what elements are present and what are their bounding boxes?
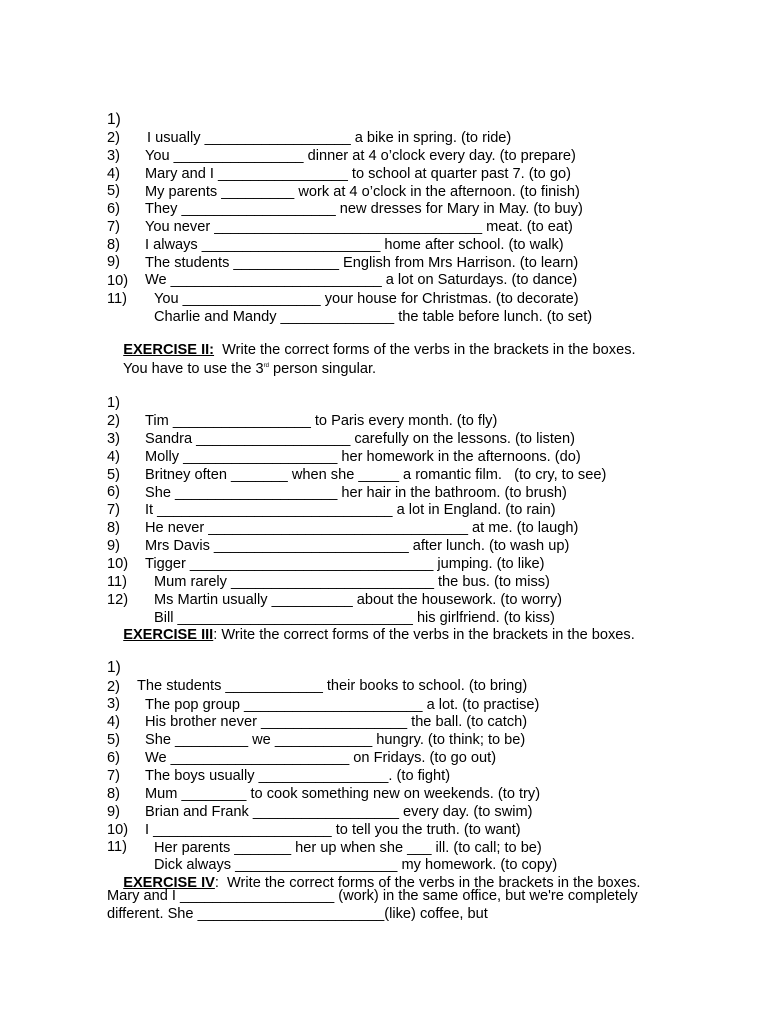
item-text: His brother never __________________ the ball. (to catch) [145, 714, 528, 730]
item-number: 8) [107, 520, 120, 536]
item-text: You _________________ your house for Christmas. (to decorate) [154, 291, 579, 307]
item-text: You ________________ dinner at 4 o’clock every day. (to prepare) [145, 148, 576, 164]
item-number: 10) [107, 822, 129, 838]
item-text: Mum rarely _________________________ the bus. (to miss) [154, 574, 550, 590]
item-number: 8) [107, 237, 120, 253]
item-text: The students ____________ their books to school. (to bring) [137, 678, 528, 694]
exercise-label: EXERCISE III [123, 627, 214, 643]
item-number: 3) [107, 696, 120, 712]
ordinal-suffix: rd [263, 363, 269, 370]
item-text: Charlie and Mandy ______________ the table before lunch. (to set) [154, 309, 593, 325]
item-text: We ______________________ on Fridays. (to go out) [145, 750, 497, 766]
exercise-2-note [107, 342, 707, 396]
exercise-3-heading [107, 608, 707, 662]
list-item [0, 641, 528, 694]
item-number: 4) [107, 714, 120, 730]
item-number: 10) [107, 556, 129, 572]
item-number: 8) [107, 786, 120, 802]
item-text: I always ______________________ home after school. (to walk) [145, 237, 564, 253]
item-text: The students _____________ English from Mrs Harrison. (to learn) [145, 255, 579, 271]
item-text: She ____________________ her hair in the bathroom. (to brush) [145, 485, 567, 501]
item-text: Mum ________ to cook something new on weekends. (to try) [145, 786, 541, 802]
item-number: 4) [107, 166, 120, 182]
exercise-label: EXERCISE II: [123, 342, 215, 358]
item-text: Britney often _______ when she _____ a romantic film. (to cry, to see) [145, 467, 607, 483]
item-number: 10) [107, 273, 129, 289]
item-text: Bill _____________________________ his girlfriend. (to kiss) [154, 610, 555, 626]
item-text: Brian and Frank __________________ every day. (to swim) [145, 804, 533, 820]
item-number: 11) [107, 839, 128, 855]
exercise-4-text-line: Mary and I ___________________ (work) in the same office, but we're completely [107, 888, 638, 904]
item-text: He never ________________________________ at me. (to laugh) [145, 520, 579, 536]
item-number: 6) [107, 201, 120, 217]
list-item [0, 376, 498, 429]
item-text: They ___________________ new dresses for Mary in May. (to buy) [145, 201, 583, 217]
exercise-instruction: Write the correct forms of the verbs in the brackets in the boxes. [214, 342, 636, 358]
item-number: 9) [107, 804, 120, 820]
item-text: It _____________________________ a lot in England. (to rain) [145, 502, 556, 518]
item-text: Tigger ______________________________ jumping. (to like) [145, 556, 545, 572]
item-text: I usually __________________ a bike in spring. (to ride) [147, 130, 512, 146]
item-text: Ms Martin usually __________ about the housework. (to worry) [154, 592, 563, 608]
list-item [0, 93, 512, 146]
item-number: 3) [107, 148, 120, 164]
item-number: 2) [107, 679, 120, 695]
item-number: 6) [107, 484, 120, 500]
item-number: 2) [107, 413, 120, 429]
note-text: person singular. [268, 361, 377, 377]
item-text: Her parents _______ her up when she ___ ill. (to call; to be) [154, 840, 542, 856]
item-number: 5) [107, 732, 120, 748]
item-number: 11) [107, 574, 128, 590]
item-text: I ______________________ to tell you the truth. (to want) [145, 822, 521, 838]
exercise-instruction: : Write the correct forms of the verbs in the brackets in the boxes. [214, 875, 641, 891]
item-number: 5) [107, 467, 120, 483]
item-number: 7) [107, 502, 120, 518]
item-number: 7) [107, 768, 120, 784]
item-text: Sandra ___________________ carefully on the lessons. (to listen) [145, 431, 576, 447]
exercise-instruction: : Write the correct forms of the verbs in the brackets in the boxes. [213, 627, 635, 643]
item-number: 5) [107, 183, 120, 199]
item-text: The boys usually ________________. (to fight) [145, 768, 451, 784]
item-number: 6) [107, 750, 120, 766]
item-text: We __________________________ a lot on Saturdays. (to dance) [145, 272, 578, 288]
exercise-label: EXERCISE IV [123, 875, 215, 891]
item-number: 9) [107, 254, 120, 270]
item-text: Dick always ____________________ my homework. (to copy) [154, 857, 558, 873]
item-number: 4) [107, 449, 120, 465]
item-number: 7) [107, 219, 120, 235]
item-text: Mary and I ________________ to school at quarter past 7. (to go) [145, 166, 571, 182]
item-number: 3) [107, 431, 120, 447]
item-text: You never _________________________________ meat. (to eat) [145, 219, 573, 235]
item-number: 1) [107, 111, 121, 128]
item-number: 1) [107, 659, 121, 676]
note-text: You have to use the 3 [122, 361, 264, 377]
item-number: 11) [107, 291, 128, 307]
item-number: 12) [107, 592, 129, 608]
item-text: Mrs Davis ________________________ after lunch. (to wash up) [145, 538, 570, 554]
item-number: 2) [107, 130, 120, 146]
item-text: The pop group ______________________ a lot. (to practise) [145, 697, 540, 713]
exercise-4-text-line: different. She _______________________(like) coffee, but [107, 906, 488, 922]
item-text: My parents _________ work at 4 o’clock in the afternoon. (to finish) [145, 184, 580, 200]
item-text: Molly ___________________ her homework in the afternoons. (do) [145, 449, 581, 465]
item-text: Tim _________________ to Paris every month. (to fly) [145, 413, 498, 429]
item-number: 9) [107, 538, 120, 554]
item-number: 1) [107, 395, 120, 411]
item-text: She _________ we ____________ hungry. (to think; to be) [145, 732, 526, 748]
